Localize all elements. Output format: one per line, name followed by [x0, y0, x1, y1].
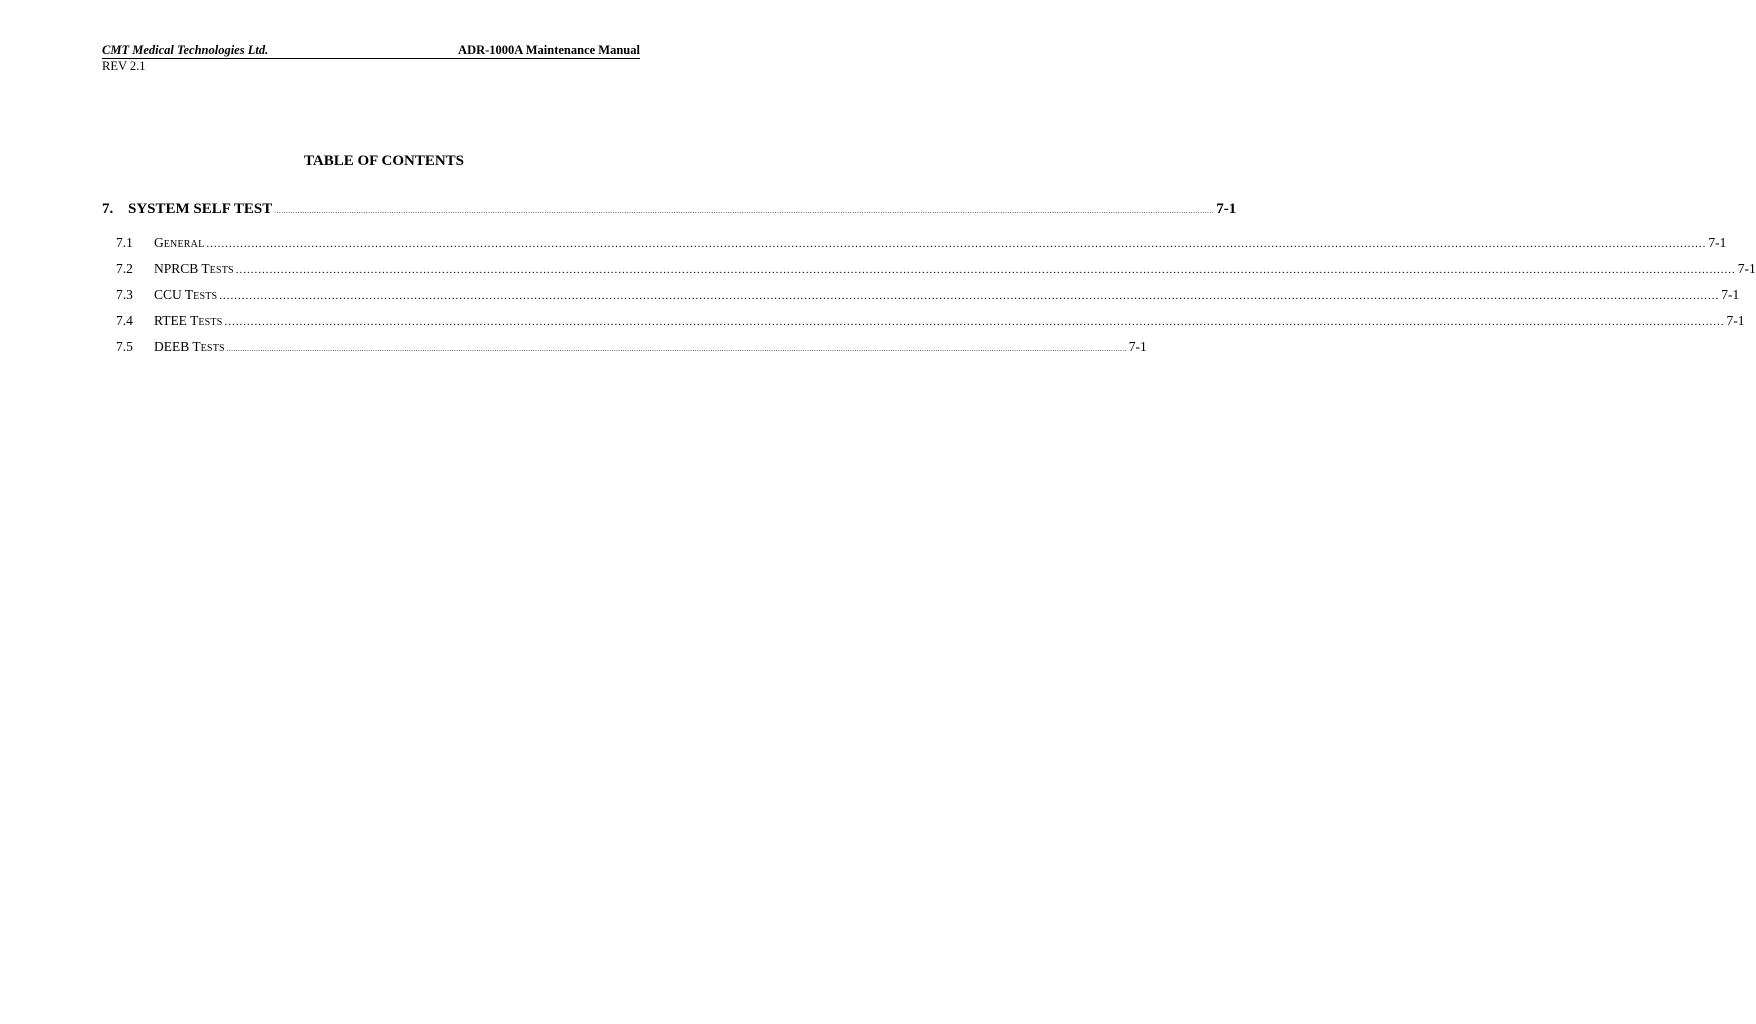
manual-title: ADR-1000A Maintenance Manual — [458, 43, 640, 57]
toc-dot-leader: ................................................................................................................................................................................................................................................................................................................................................................................................................ — [235, 264, 1736, 276]
toc-section-label: RTEE TESTS — [154, 313, 223, 328]
toc-section-number: 7.4 — [116, 313, 133, 328]
toc-section-label: DEEB TESTS — [154, 339, 225, 354]
toc-section-page: 7-1 — [1737, 261, 1756, 276]
revision-label: REV 2.1 — [102, 59, 146, 73]
page-header — [102, 43, 640, 59]
toc-section-entry[interactable] — [116, 313, 1745, 329]
toc-section-page: 7-1 — [1726, 313, 1745, 328]
toc-section-number: 7.1 — [116, 235, 133, 250]
toc-section-entry[interactable] — [116, 339, 1147, 355]
toc-section-number: 7.5 — [116, 339, 133, 354]
toc-section-number: 7.3 — [116, 287, 133, 302]
toc-chapter-label: SYSTEM SELF TEST — [128, 201, 273, 217]
toc-chapter-number: 7. — [102, 201, 114, 217]
toc-section-entry[interactable] — [116, 287, 1740, 303]
toc-chapter-entry[interactable] — [102, 201, 1237, 218]
toc-section-label: CCU TESTS — [154, 287, 218, 302]
toc-dot-leader: ................................................................................................................................................................................................................................................................................................................................................................................................................ — [226, 345, 1127, 353]
toc-dot-leader: ................................................................................................................................................................................................................................................................................................................................................................................................................ — [219, 290, 1720, 302]
company-name: CMT Medical Technologies Ltd. — [102, 43, 269, 57]
toc-section-page: 7-1 — [1708, 235, 1727, 250]
toc-section-label: NPRCB TESTS — [154, 261, 234, 276]
toc-chapter-page: 7-1 — [1216, 201, 1237, 217]
toc-section-page: 7-1 — [1128, 339, 1147, 354]
toc-dot-leader: ................................................................................................................................................................................................................................................................................................................................................................................................................ — [206, 238, 1707, 250]
toc-heading: TABLE OF CONTENTS — [303, 153, 465, 169]
toc-dot-leader: ................................................................................................................................................................................................................................................................................................................................................................................................................ — [224, 316, 1725, 328]
toc-section-entry[interactable] — [116, 235, 1727, 251]
toc-section-entry[interactable] — [116, 261, 1756, 277]
toc-section-label: GENERAL — [154, 235, 205, 250]
toc-section-page: 7-1 — [1721, 287, 1740, 302]
toc-dot-leader: ................................................................................................................................................................................................................................................................................................................................................................................................................ — [274, 207, 1215, 215]
toc-section-number: 7.2 — [116, 261, 133, 276]
